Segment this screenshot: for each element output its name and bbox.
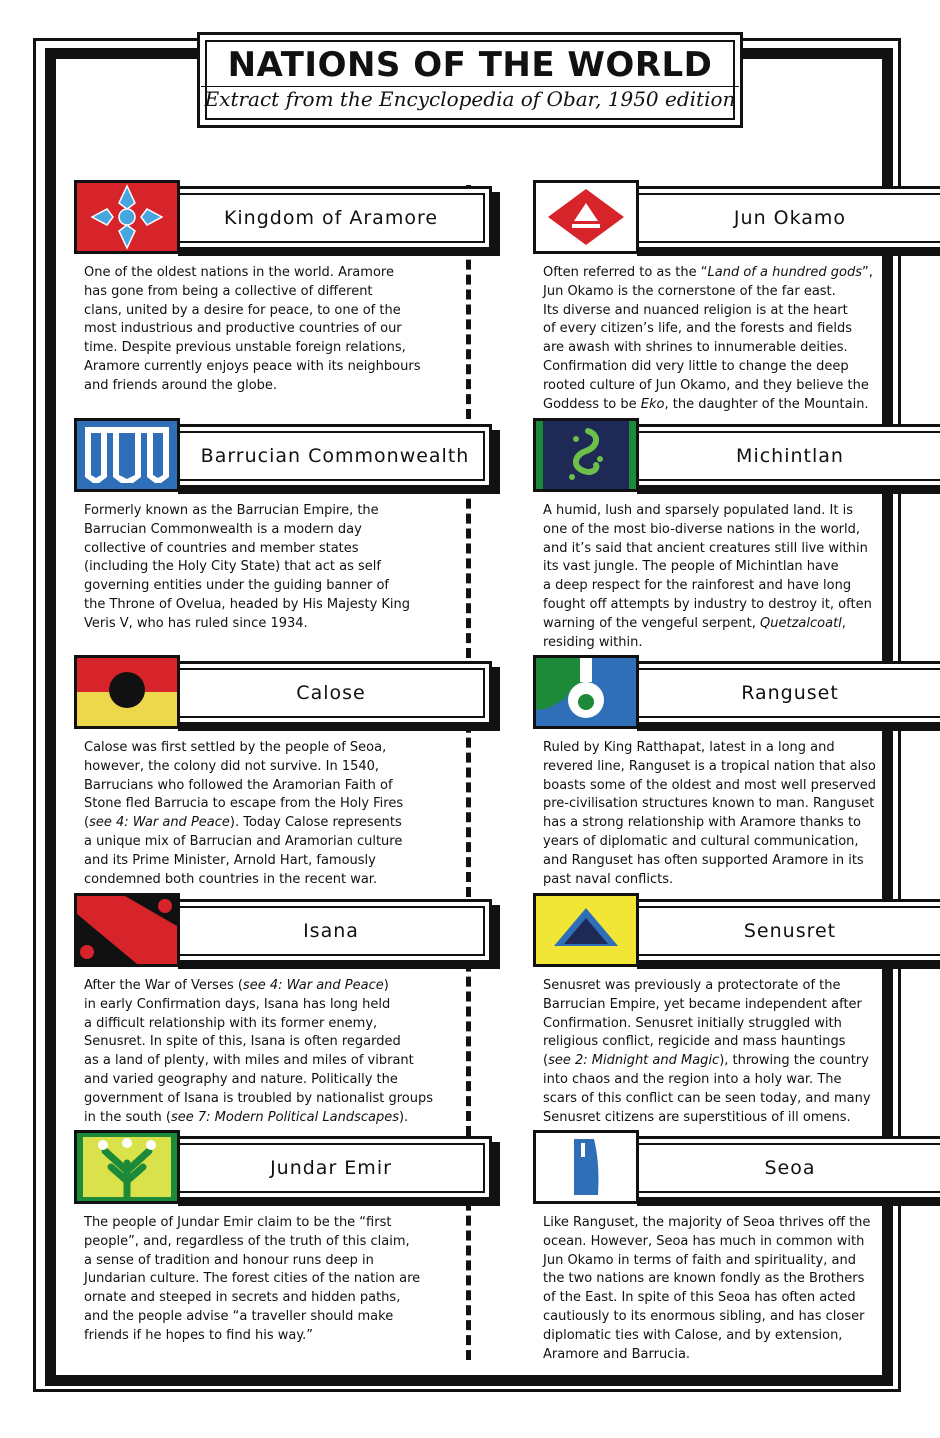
ranguset-flag-icon — [533, 655, 639, 729]
page-subtitle — [200, 87, 740, 111]
nation-description: Senusret was previously a protectorate of the Barrucian Empire, yet became independent after Confirmation. Senusret initially struggled with religious conflict, regicide and mass hauntings (see 2: Midnight and Magic), throwing the country into chaos and the region into a holy war. The scars of this conflict can be seen today, and many Senusret citizens are superstitious of ill omens. — [543, 978, 871, 1125]
nation-name-box — [629, 899, 940, 963]
nation-name-box — [629, 661, 940, 725]
nation-name-box — [629, 424, 940, 488]
nation-name-box — [170, 661, 492, 725]
nation-name: Isana — [303, 919, 359, 942]
nation-name-box — [629, 1136, 940, 1200]
isana-flag-icon — [74, 893, 180, 967]
calose-flag-icon — [74, 655, 180, 729]
jundar-flag-icon — [74, 1130, 180, 1204]
title-box — [197, 32, 743, 128]
nation-name-box — [170, 1136, 492, 1200]
nation-description: A humid, lush and sparsely populated land. It is one of the most bio-diverse nations in the world, and it’s said that ancient creatures still live within its vast jungle. The people of Michintlan have a deep respect for the rainforest and have long fought off attempts by industry to destroy it, often warning of the vengeful serpent, Quetzalcoatl, residing within. — [543, 503, 872, 650]
nation-description: Often referred to as the “Land of a hundred gods”, Jun Okamo is the cornerstone of the far east. Its diverse and nuanced religion is at the heart of every citizen’s life, and the forests and fields are awash with shrines to innumerable deities. Confirmation did very little to change the deep rooted culture of Jun Okamo, and they believe the Goddess to be Eko, the daughter of the Mountain. — [543, 265, 873, 412]
nation-description: One of the oldest nations in the world. Aramore has gone from being a collective of different clans, united by a desire for peace, to one of the most industrious and productive countries of our time. Despite previous unstable foreign relations, Aramore currently enjoys peace with its neighbours and friends around the globe. — [84, 265, 421, 393]
barrucian-flag-icon — [74, 418, 180, 492]
nation-description: The people of Jundar Emir claim to be the “first people”, and, regardless of the truth of this claim, a sense of tradition and honour runs deep in Jundarian culture. The forest cities of the nation are ornate and steeped in secrets and hidden paths, and the people advise “a traveller should make friends if he hopes to find his way.” — [84, 1215, 421, 1343]
nation-name-box — [629, 186, 940, 250]
jun-okamo-flag-icon — [533, 180, 639, 254]
nation-name: Jundar Emir — [270, 1156, 392, 1179]
nation-description: Calose was first settled by the people of Seoa, however, the colony did not survive. In 1540, Barrucians who followed the Aramorian Faith of Stone fled Barrucia to escape from the Holy Fires (see 4: War and Peace). Today Calose represents a unique mix of Barrucian and Aramorian culture and its Prime Minister, Arnold Hart, famously condemned both countries in the recent war. — [84, 740, 404, 887]
senusret-flag-icon — [533, 893, 639, 967]
nation-name-box — [170, 186, 492, 250]
seoa-flag-icon — [533, 1130, 639, 1204]
nation-name: Jun Okamo — [733, 206, 847, 229]
aramore-flag-icon — [74, 180, 180, 254]
subtitle-text: Extract from the Encyclopedia of Obar, 1950 edition — [201, 86, 740, 111]
nation-description: Formerly known as the Barrucian Empire, the Barrucian Commonwealth is a modern day collective of countries and member states (including the Holy City State) that act as self governing entities under the guiding banner of the Throne of Ovelua, headed by His Majesty King Veris V, who has ruled since 1934. — [84, 503, 411, 631]
page-title: NATIONS OF THE WORLD — [227, 45, 713, 85]
michintlan-flag-icon — [533, 418, 639, 492]
nation-name: Ranguset — [741, 681, 839, 704]
nation-description: Ruled by King Ratthapat, latest in a long and revered line, Ranguset is a tropical nation that also boasts some of the oldest and most well preserved pre-civilisation structures known to man. Ranguset has a strong relationship with Aramore thanks to years of diplomatic and cultural communication, and Ranguset has often supported Aramore in its past naval conflicts. — [543, 740, 876, 887]
nation-name: Senusret — [743, 919, 837, 942]
nation-name: Calose — [296, 681, 366, 704]
nation-name-box — [170, 424, 492, 488]
nation-description: After the War of Verses (see 4: War and Peace) in early Confirmation days, Isana has long held a difficult relationship with its former enemy, Senusret. In spite of this, Isana is often regarded as a land of plenty, with miles and miles of vibrant and varied geography and nature. Politically the government of Isana is troubled by nationalist groups in the south (see 7: Modern Political Landscapes). — [84, 978, 433, 1125]
nation-name: Kingdom of Aramore — [223, 206, 439, 229]
nation-name-box — [170, 899, 492, 963]
nation-description: Like Ranguset, the majority of Seoa thrives off the ocean. However, Seoa has much in common with Jun Okamo in terms of faith and spirituality, and the two nations are known fondly as the Brothers of the East. In spite of this Seoa has often acted cautiously to its enormous sibling, and has closer diplomatic ties with Calose, and by extension, Aramore and Barrucia. — [543, 1215, 871, 1362]
nation-name: Seoa — [764, 1156, 816, 1179]
nation-name: Barrucian Commonwealth — [200, 445, 470, 467]
nation-name: Michintlan — [736, 444, 844, 467]
